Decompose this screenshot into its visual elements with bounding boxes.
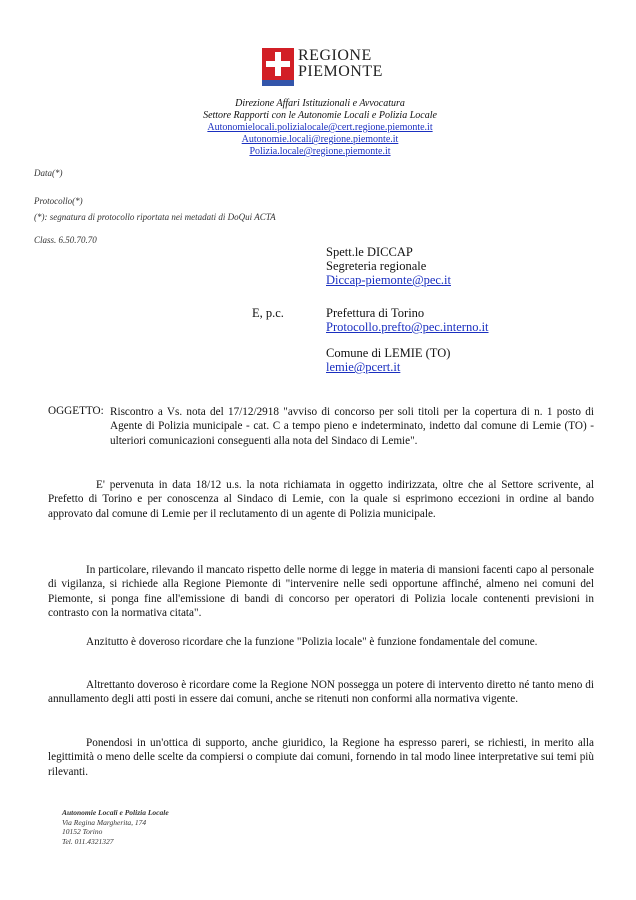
footer-city: 10152 Torino bbox=[62, 827, 103, 837]
classification: Class. 6.50.70.70 bbox=[34, 235, 97, 245]
footer-address bbox=[62, 808, 169, 846]
recipient-name: Comune di LEMIE (TO) bbox=[326, 346, 451, 360]
protocollo-field: Protocollo(*) bbox=[34, 196, 83, 206]
settore: Settore Rapporti con le Autonomie Locali e Polizia Locale bbox=[203, 110, 437, 121]
piemonte-flag-icon bbox=[262, 48, 294, 80]
recipient-sub: Segreteria regionale bbox=[326, 259, 427, 273]
logo-line1: REGIONE bbox=[298, 47, 372, 64]
protocollo-note: (*): segnatura di protocollo riportata nei metadati di DoQui ACTA bbox=[34, 212, 276, 222]
recipient-email[interactable]: Protocollo.prefto@pec.interno.it bbox=[326, 320, 489, 334]
recipient-prefettura bbox=[326, 306, 489, 334]
footer-office: Autonomie Locali e Polizia Locale bbox=[62, 808, 169, 817]
paragraph-4: Altrettanto doveroso è ricordare come la Regione NON possegga un potere di intervento diretto né tanto meno di annullamento degli atti posti in essere dai comuni, anche se ritenuti non conformi alla normativa vigente. bbox=[48, 679, 594, 706]
recipient-name: Spett.le DICCAP bbox=[326, 245, 413, 259]
recipient-diccap bbox=[326, 245, 451, 287]
recipient-comune bbox=[326, 346, 450, 374]
data-field: Data(*) bbox=[34, 168, 63, 178]
paragraph-1: E' pervenuta in data 18/12 u.s. la nota richiamata in oggetto indirizzata, oltre che al Settore scrivente, al Prefetto di Torino e per conoscenza al Sindaco di Lemie, con la quale si esprimono eccezioni in ordine al bando approvato dal comune di Lemie per il reclutamento di un agente di Polizia municipale. bbox=[48, 479, 594, 520]
oggetto-text: Riscontro a Vs. nota del 17/12/2918 "avviso di concorso per soli titoli per la copertura di n. 1 posto di Agente di Polizia municipale - cat. C a tempo pieno e indeterminato, indetto dal comune di Lemie (TO) - ulteriori comunicazioni conseguenti alla nota del Sindaco di Lemie". bbox=[110, 406, 594, 447]
footer-tel: Tel. 011.4321327 bbox=[62, 836, 114, 846]
paragraph-3: Anzitutto è doveroso ricordare che la funzione "Polizia locale" è funzione fondamentale del comune. bbox=[86, 636, 538, 648]
letterhead bbox=[150, 98, 490, 158]
email-link-pec[interactable]: Autonomielocali.polizialocale@cert.regione.piemonte.it bbox=[207, 122, 433, 133]
email-link-autonomie[interactable]: Autonomie.locali@regione.piemonte.it bbox=[241, 134, 399, 145]
regione-piemonte-logo bbox=[262, 48, 382, 86]
paragraph-2: In particolare, rilevando il mancato rispetto delle norme di legge in materia di mansioni facenti capo al personale di vigilanza, si richiede alla Regione Piemonte di "intervenire nelle sedi opportune affinché, almeno nei comuni del Piemonte, si ponga fine all'emissione di bandi di concorso per operatori di Polizia locale contenenti previsioni in contrasto con la normativa citata". bbox=[48, 564, 594, 620]
oggetto-label: OGGETTO: bbox=[48, 405, 104, 417]
recipient-email[interactable]: Diccap-piemonte@pec.it bbox=[326, 273, 451, 287]
logo-line2: PIEMONTE bbox=[298, 63, 383, 80]
contact-links bbox=[150, 122, 490, 158]
direzione: Direzione Affari Istituzionali e Avvocatura bbox=[235, 98, 405, 109]
logo-text bbox=[298, 48, 383, 80]
footer-street: Via Regina Margherita, 174 bbox=[62, 817, 147, 827]
recipient-name: Prefettura di Torino bbox=[326, 306, 425, 320]
epc-label: E, p.c. bbox=[252, 306, 284, 320]
email-link-polizia[interactable]: Polizia.locale@regione.piemonte.it bbox=[249, 146, 391, 157]
recipient-email[interactable]: lemie@pcert.it bbox=[326, 360, 401, 374]
paragraph-5: Ponendosi in un'ottica di supporto, anche giuridico, la Regione ha espresso pareri, se richiesti, in merito alla legittimità o meno delle scelte da compiersi o compiute dai comuni, fornendo in tal modo linee interpretative sui temi più rilevanti. bbox=[48, 737, 594, 778]
